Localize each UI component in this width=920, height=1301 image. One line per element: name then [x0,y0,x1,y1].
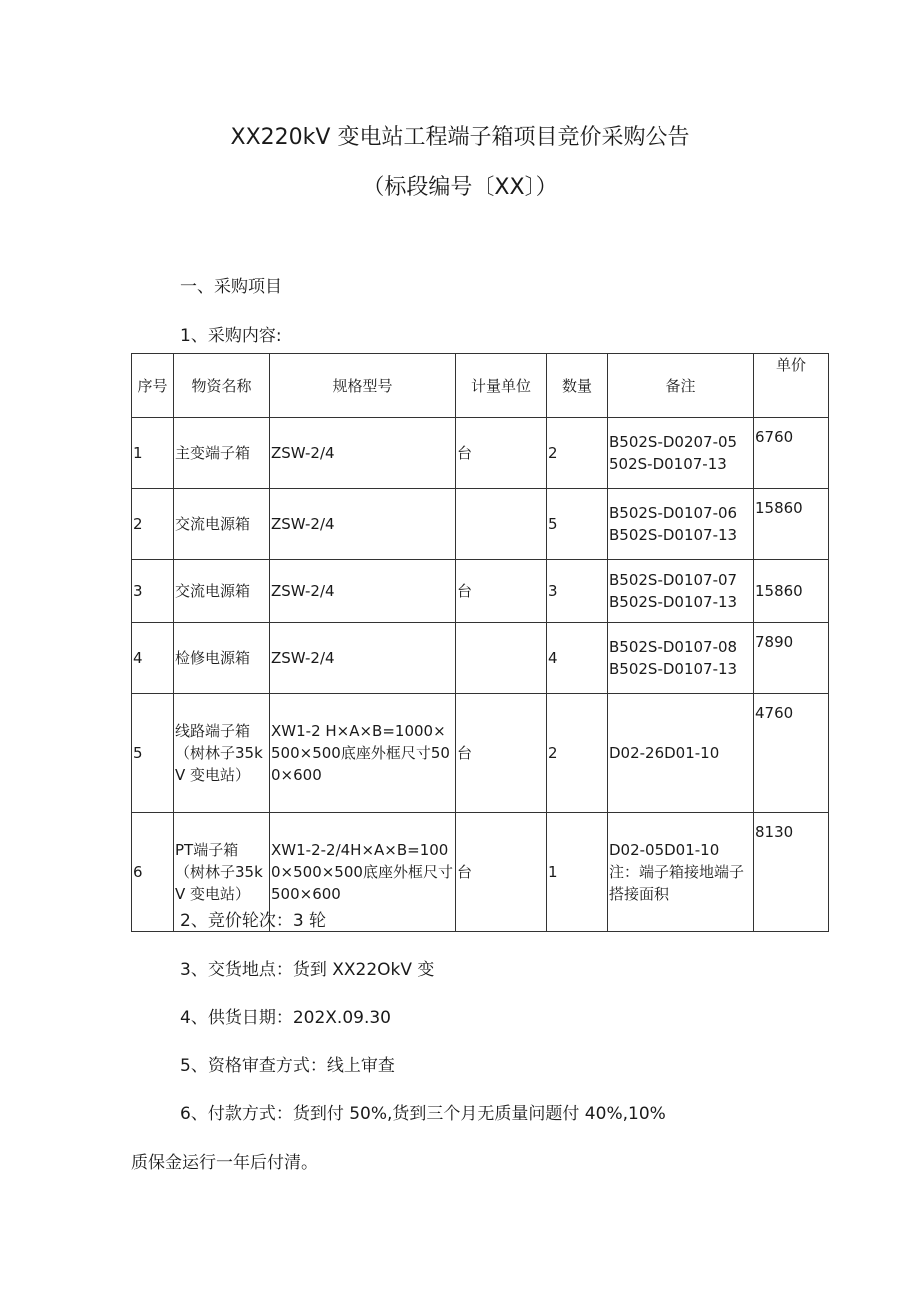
cell-price: 8130 [754,813,829,932]
remark-line: B502S-D0107-07 [609,571,738,589]
payment-terms: 6、付款方式：货到付 50%,货到三个月无质量问题付 40%,10% [180,1104,666,1124]
cell-price: 4760 [754,694,829,813]
cell-unit: 台 [456,560,547,623]
cell-qty: 1 [547,813,608,932]
remark-line: B502S-D0107-13 [609,660,738,678]
remark-line: D02-26D01-10 [609,744,720,762]
procurement-content-label: 1、采购内容: [180,326,282,346]
cell-no: 2 [132,489,174,560]
cell-no: 4 [132,623,174,694]
cell-remark [608,694,754,813]
table-row [132,694,829,813]
section-code: （标段编号〔XX〕） [362,175,558,200]
table-row [132,489,829,560]
cell-qty: 2 [547,694,608,813]
page-title: XX220kV 变电站工程端子箱项目竞价采购公告 [230,125,690,150]
cell-unit [456,489,547,560]
table-row [132,623,829,694]
cell-spec: ZSW-2/4 [270,418,456,489]
remark-line: B502S-D0207-05 [609,433,738,451]
cell-no: 1 [132,418,174,489]
cell-no: 3 [132,560,174,623]
remark-line: 注：端子箱接地端子搭接面积 [609,863,745,903]
header-qty: 数量 [547,354,608,418]
payment-terms-continued: 质保金运行一年后付清。 [131,1153,318,1173]
cell-remark [608,489,754,560]
cell-name: 交流电源箱 [174,560,270,623]
remark-line: B502S-D0107-13 [609,526,738,544]
cell-spec: ZSW-2/4 [270,489,456,560]
cell-no: 5 [132,694,174,813]
cell-qty: 4 [547,623,608,694]
header-remark: 备注 [608,354,754,418]
cell-name: PT端子箱（树林子35kV 变电站） [174,813,270,932]
cell-spec: XW1-2 H×A×B=1000×500×500底座外框尺寸500×600 [270,694,456,813]
cell-unit [456,623,547,694]
delivery-location: 3、交货地点：货到 XX22OkV 变 [180,960,435,980]
cell-unit: 台 [456,694,547,813]
qualification-review: 5、资格审查方式：线上审查 [180,1056,395,1076]
cell-spec: XW1-2-2/4H×A×B=1000×500×500底座外框尺寸500×600 [270,813,456,932]
cell-price: 6760 [754,418,829,489]
remark-line: D02-05D01-10 [609,841,720,859]
header-unit: 计量单位 [456,354,547,418]
remark-line: 502S-D0107-13 [609,455,727,473]
section-heading-procurement: 一、采购项目 [180,277,282,297]
cell-price: 15860 [754,560,829,623]
cell-remark [608,418,754,489]
cell-name: 检修电源箱 [174,623,270,694]
cell-name: 线路端子箱（树林子35kV 变电站） [174,694,270,813]
procurement-table [131,353,829,932]
cell-unit: 台 [456,418,547,489]
cell-no: 6 [132,813,174,932]
table-row [132,560,829,623]
supply-date: 4、供货日期：202X.09.30 [180,1008,391,1028]
table-header-row [132,354,829,418]
cell-spec: ZSW-2/4 [270,623,456,694]
header-price: 单价 [754,354,829,418]
remark-line: B502S-D0107-08 [609,638,738,656]
cell-price: 7890 [754,623,829,694]
cell-name: 主变端子箱 [174,418,270,489]
header-no: 序号 [132,354,174,418]
cell-remark [608,560,754,623]
table-row [132,418,829,489]
bidding-rounds: 2、竞价轮次：3 轮 [180,911,327,931]
cell-name: 交流电源箱 [174,489,270,560]
remark-line: B502S-D0107-06 [609,504,738,522]
cell-qty: 5 [547,489,608,560]
cell-remark [608,813,754,932]
cell-unit: 台 [456,813,547,932]
cell-price: 15860 [754,489,829,560]
cell-qty: 2 [547,418,608,489]
remark-line: B502S-D0107-13 [609,593,738,611]
cell-qty: 3 [547,560,608,623]
header-name: 物资名称 [174,354,270,418]
cell-remark [608,623,754,694]
header-spec: 规格型号 [270,354,456,418]
cell-spec: ZSW-2/4 [270,560,456,623]
